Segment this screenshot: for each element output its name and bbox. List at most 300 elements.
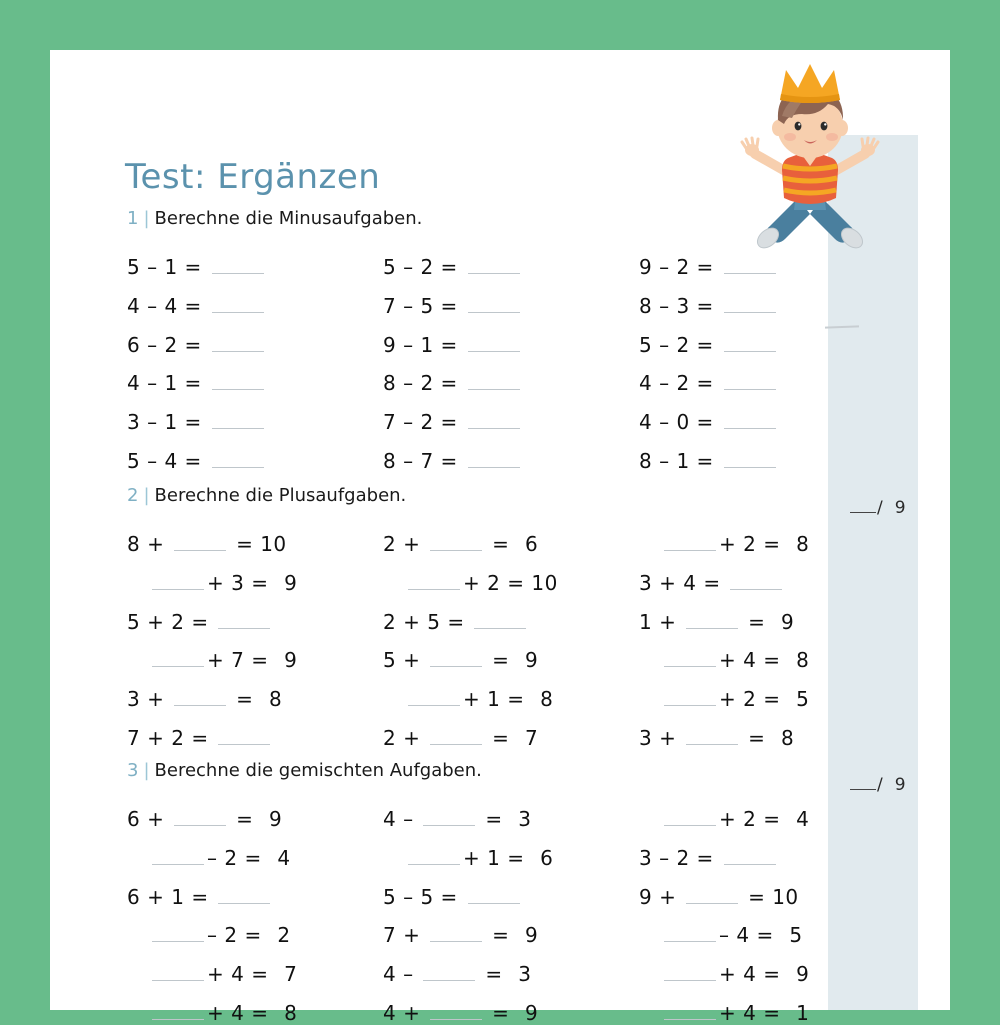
equation-row[interactable] <box>149 846 291 870</box>
operator: – <box>147 332 158 357</box>
answer-blank[interactable] <box>212 450 264 468</box>
task-number: 2 <box>127 485 139 506</box>
operand-a: 4 <box>639 371 653 396</box>
operand-a: 4 <box>383 962 397 987</box>
equation-row[interactable] <box>639 410 779 434</box>
equation-row[interactable] <box>383 532 538 556</box>
operator: – <box>147 410 158 435</box>
equals: = <box>763 1001 781 1025</box>
answer-blank[interactable] <box>724 256 776 274</box>
answer-blank[interactable] <box>664 963 716 981</box>
result-value: 8 <box>780 726 795 750</box>
equals: = <box>440 410 458 435</box>
equation-row[interactable] <box>639 846 779 870</box>
equation-row[interactable] <box>405 571 558 595</box>
equals: = <box>184 255 202 279</box>
answer-blank[interactable] <box>686 727 738 745</box>
operand-b: 2 <box>171 726 185 750</box>
operand-a: 5 <box>127 609 141 634</box>
equation-row[interactable] <box>661 923 803 947</box>
operand-b: 4 <box>743 1001 757 1025</box>
equation-row[interactable] <box>639 255 779 279</box>
answer-blank[interactable] <box>152 649 204 667</box>
equals: = <box>244 923 262 948</box>
operator: – <box>659 449 670 473</box>
equation-row[interactable] <box>383 333 523 357</box>
operand-a: 3 <box>639 845 653 870</box>
operator: – <box>403 962 414 987</box>
score-slash: / <box>877 498 883 518</box>
operator: – <box>403 449 414 473</box>
answer-blank[interactable] <box>430 1002 482 1020</box>
operator: + <box>659 884 677 909</box>
operator: + <box>147 609 165 634</box>
operand-a: 5 <box>639 332 653 357</box>
score-box[interactable] <box>850 498 906 518</box>
answer-blank[interactable] <box>152 572 204 590</box>
equals: = <box>236 532 254 556</box>
equation-row[interactable] <box>149 923 291 947</box>
page-title: Test: Ergänzen <box>125 157 381 197</box>
answer-blank[interactable] <box>468 295 520 313</box>
operand-a: 3 <box>127 410 141 435</box>
equation-row[interactable] <box>383 885 523 909</box>
operand-b: 1 <box>171 884 185 909</box>
equation-row[interactable] <box>127 885 273 909</box>
operator: + <box>403 1001 421 1025</box>
answer-blank[interactable] <box>212 334 264 352</box>
operator: – <box>403 410 414 435</box>
equals: = <box>184 449 202 473</box>
equals: = <box>184 410 202 435</box>
operand-a: 7 <box>383 410 397 435</box>
operand-b: 5 <box>420 293 434 318</box>
answer-blank[interactable] <box>468 334 520 352</box>
equals: = <box>251 962 269 987</box>
operand-a: 4 <box>639 410 653 435</box>
operand-a: 1 <box>639 609 653 634</box>
equals: = <box>191 726 209 750</box>
operand-b: 7 <box>420 449 434 473</box>
operand-b: 4 <box>164 293 178 318</box>
operand-b: 7 <box>231 648 245 673</box>
operand-a: 2 <box>383 609 397 634</box>
operand-b: 4 <box>736 923 750 948</box>
score-blank[interactable] <box>850 775 876 790</box>
result-value: 9 <box>524 923 539 948</box>
operand-a: 5 <box>383 648 397 673</box>
task-number: 1 <box>127 208 139 229</box>
equation-row[interactable] <box>127 371 267 395</box>
operand-b: 2 <box>676 845 690 870</box>
answer-blank[interactable] <box>152 847 204 865</box>
equation-row[interactable] <box>127 726 273 750</box>
operand-a: 2 <box>383 726 397 750</box>
equation-row[interactable] <box>639 885 799 909</box>
operand-b: 4 <box>683 570 697 595</box>
equation-row[interactable] <box>383 807 531 831</box>
task-number: 3 <box>127 760 139 781</box>
equation-row[interactable] <box>383 255 523 279</box>
equation-row[interactable] <box>383 726 538 750</box>
result-value: 9 <box>524 1001 539 1025</box>
operand-b: 5 <box>420 884 434 909</box>
equation-row[interactable] <box>149 962 297 986</box>
result-value: 2 <box>277 923 291 948</box>
operand-b: 2 <box>224 923 238 948</box>
equals: = <box>696 255 714 279</box>
equation-row[interactable] <box>127 410 267 434</box>
result-value: 6 <box>540 845 554 870</box>
operand-a: 4 <box>127 371 141 396</box>
answer-blank[interactable] <box>724 411 776 429</box>
equals: = <box>485 807 503 831</box>
operand-a: 4 <box>127 293 141 318</box>
operator: – <box>147 255 158 279</box>
operator: – <box>403 884 414 909</box>
crown-shape <box>780 64 840 103</box>
equals: = <box>492 648 510 673</box>
operator: – <box>207 923 218 948</box>
answer-blank[interactable] <box>408 847 460 865</box>
operator: – <box>403 293 414 318</box>
operand-b: 2 <box>676 371 690 396</box>
operand-a: 9 <box>639 884 653 909</box>
score-blank[interactable] <box>850 498 876 513</box>
result-value: 8 <box>284 1001 298 1025</box>
operand-b: 2 <box>420 255 434 279</box>
operand-b: 2 <box>420 410 434 435</box>
operator: + <box>719 962 737 987</box>
equals: = <box>440 255 458 279</box>
equation-row[interactable] <box>639 333 779 357</box>
operand-b: 2 <box>487 570 501 595</box>
equals: = <box>251 648 269 673</box>
operand-b: 4 <box>231 1001 245 1025</box>
task-instruction: Berechne die Minusaufgaben. <box>154 208 423 229</box>
equation-row[interactable] <box>383 294 523 318</box>
answer-blank[interactable] <box>664 649 716 667</box>
answer-blank[interactable] <box>724 334 776 352</box>
operand-b: 1 <box>487 845 501 870</box>
equals: = <box>507 687 525 712</box>
result-value: 1 <box>796 1001 810 1025</box>
equals: = <box>507 570 525 595</box>
operand-b: 4 <box>743 962 757 987</box>
worksheet-page <box>50 50 950 1025</box>
operator: + <box>463 845 481 870</box>
answer-blank[interactable] <box>724 372 776 390</box>
operand-a: 5 <box>383 255 397 279</box>
answer-blank[interactable] <box>686 886 738 904</box>
operand-a: 4 <box>383 807 397 831</box>
answer-blank[interactable] <box>730 572 782 590</box>
equation-row[interactable] <box>383 610 529 634</box>
answer-blank[interactable] <box>468 450 520 468</box>
operator: + <box>207 962 225 987</box>
equals: = <box>492 923 510 948</box>
equation-row[interactable] <box>383 923 538 947</box>
answer-blank[interactable] <box>408 688 460 706</box>
operator: + <box>147 726 165 750</box>
answer-blank[interactable] <box>724 847 776 865</box>
answer-blank[interactable] <box>664 924 716 942</box>
operator: – <box>403 255 414 279</box>
equals: = <box>485 962 503 987</box>
answer-blank[interactable] <box>152 963 204 981</box>
answer-blank[interactable] <box>724 295 776 313</box>
equals: = <box>696 410 714 435</box>
operator: + <box>207 570 225 595</box>
operand-b: 4 <box>231 962 245 987</box>
operand-b: 2 <box>676 255 690 279</box>
striped-shirt-shape <box>782 150 838 204</box>
task-heading <box>127 760 482 781</box>
operand-a: 5 <box>127 449 141 473</box>
operator: + <box>147 687 165 712</box>
operand-a: 9 <box>639 255 653 279</box>
answer-blank[interactable] <box>430 649 482 667</box>
equation-row[interactable] <box>639 726 794 750</box>
answer-blank[interactable] <box>430 727 482 745</box>
equation-row[interactable] <box>127 294 267 318</box>
task-instruction: Berechne die gemischten Aufgaben. <box>154 760 482 781</box>
equals: = <box>748 884 766 909</box>
operator: + <box>147 884 165 909</box>
equals: = <box>492 532 510 556</box>
answer-blank[interactable] <box>468 411 520 429</box>
operator: + <box>659 570 677 595</box>
operand-b: 2 <box>743 687 757 712</box>
operand-b: 1 <box>164 255 178 279</box>
equation-row[interactable] <box>661 532 809 556</box>
operator: + <box>403 648 421 673</box>
operator: + <box>463 570 481 595</box>
equation-row[interactable] <box>383 648 538 672</box>
equation-row[interactable] <box>149 571 297 595</box>
equals: = <box>507 845 525 870</box>
equation-row[interactable] <box>127 449 267 473</box>
score-total: 9 <box>894 775 906 795</box>
equation-row[interactable] <box>383 410 523 434</box>
operator: + <box>207 1001 225 1025</box>
task-instruction: Berechne die Plusaufgaben. <box>154 485 407 506</box>
task-separator: | <box>143 760 150 781</box>
operator: – <box>659 371 670 396</box>
answer-blank[interactable] <box>152 924 204 942</box>
answer-blank[interactable] <box>474 611 526 629</box>
answer-blank[interactable] <box>423 963 475 981</box>
equals: = <box>696 845 714 870</box>
result-value: 9 <box>284 570 298 595</box>
answer-blank[interactable] <box>218 727 270 745</box>
task-separator: | <box>143 208 150 229</box>
result-value: 7 <box>524 726 539 750</box>
operand-a: 6 <box>127 332 141 357</box>
operand-b: 5 <box>427 609 441 634</box>
operator: + <box>403 923 421 948</box>
answer-blank[interactable] <box>212 295 264 313</box>
equation-row[interactable] <box>661 687 809 711</box>
operator: – <box>147 449 158 473</box>
equals: = <box>251 1001 269 1025</box>
equals: = <box>492 1001 510 1025</box>
operand-b: 2 <box>743 807 757 831</box>
equals: = <box>748 609 766 634</box>
operator: + <box>659 726 677 750</box>
operator: + <box>147 532 165 556</box>
answer-blank[interactable] <box>686 611 738 629</box>
equals: = <box>696 332 714 357</box>
operand-b: 0 <box>676 410 690 435</box>
result-value: 8 <box>540 687 554 712</box>
equation-row[interactable] <box>127 610 273 634</box>
equals: = <box>184 332 202 357</box>
operator: – <box>719 923 730 948</box>
answer-blank[interactable] <box>408 572 460 590</box>
answer-blank[interactable] <box>724 450 776 468</box>
operand-b: 4 <box>164 449 178 473</box>
operand-b: 4 <box>743 648 757 673</box>
task-heading <box>127 485 406 506</box>
answer-blank[interactable] <box>664 808 716 826</box>
answer-blank[interactable] <box>174 533 226 551</box>
operand-b: 1 <box>487 687 501 712</box>
equation-row[interactable] <box>383 371 523 395</box>
equals: = <box>440 293 458 318</box>
equation-row[interactable] <box>661 962 809 986</box>
answer-blank[interactable] <box>664 688 716 706</box>
operator: + <box>719 807 737 831</box>
equation-row[interactable] <box>661 648 809 672</box>
result-value: 4 <box>796 807 810 831</box>
operand-a: 7 <box>127 726 141 750</box>
result-value: 10 <box>772 884 799 909</box>
result-value: 10 <box>260 532 287 556</box>
equation-row[interactable] <box>639 294 779 318</box>
equation-row[interactable] <box>661 807 809 831</box>
operator: – <box>403 371 414 396</box>
equals: = <box>763 687 781 712</box>
operand-b: 3 <box>231 570 245 595</box>
equation-row[interactable] <box>639 371 779 395</box>
operand-a: 8 <box>639 449 653 473</box>
score-total: 9 <box>894 498 906 518</box>
answer-blank[interactable] <box>468 256 520 274</box>
operator: + <box>403 726 421 750</box>
answer-blank[interactable] <box>218 611 270 629</box>
answer-blank[interactable] <box>468 372 520 390</box>
equation-row[interactable] <box>639 449 779 473</box>
operand-a: 8 <box>127 532 141 556</box>
operator: – <box>147 293 158 318</box>
operand-b: 2 <box>420 371 434 396</box>
equals: = <box>244 845 262 870</box>
operand-a: 7 <box>383 293 397 318</box>
operand-b: 2 <box>224 845 238 870</box>
equation-row[interactable] <box>405 846 553 870</box>
result-value: 9 <box>780 609 795 634</box>
equation-row[interactable] <box>127 532 287 556</box>
equation-row[interactable] <box>383 962 531 986</box>
equals: = <box>440 371 458 396</box>
equation-row[interactable] <box>383 449 523 473</box>
answer-blank[interactable] <box>468 886 520 904</box>
operand-b: 2 <box>171 609 185 634</box>
equation-row[interactable] <box>149 648 297 672</box>
shoes-shape <box>754 224 867 252</box>
operand-b: 2 <box>164 332 178 357</box>
equals: = <box>440 884 458 909</box>
answer-blank[interactable] <box>212 372 264 390</box>
operand-b: 1 <box>164 410 178 435</box>
answer-blank[interactable] <box>218 886 270 904</box>
answer-blank[interactable] <box>664 533 716 551</box>
operand-a: 6 <box>127 884 141 909</box>
boy-with-crown-illustration <box>740 58 880 258</box>
answer-blank[interactable] <box>664 1002 716 1020</box>
operand-a: 2 <box>383 532 397 556</box>
answer-blank[interactable] <box>430 533 482 551</box>
operator: + <box>719 1001 737 1025</box>
result-value: 8 <box>796 532 810 556</box>
answer-blank[interactable] <box>174 808 226 826</box>
answer-blank[interactable] <box>212 411 264 429</box>
operand-a: 5 <box>127 255 141 279</box>
equals: = <box>492 726 510 750</box>
equation-row[interactable] <box>127 687 282 711</box>
operator: + <box>463 687 481 712</box>
operator: + <box>659 609 677 634</box>
equals: = <box>191 884 209 909</box>
operand-a: 4 <box>383 1001 397 1025</box>
answer-blank[interactable] <box>212 256 264 274</box>
operand-b: 1 <box>420 332 434 357</box>
equals: = <box>184 371 202 396</box>
equation-row[interactable] <box>127 255 267 279</box>
equation-row[interactable] <box>661 1001 809 1025</box>
equation-row[interactable] <box>127 807 282 831</box>
operator: – <box>659 255 670 279</box>
score-box[interactable] <box>850 775 906 795</box>
operator: – <box>403 807 414 831</box>
answer-blank[interactable] <box>174 688 226 706</box>
equals: = <box>236 807 254 831</box>
equation-row[interactable] <box>149 1001 297 1025</box>
equals: = <box>748 726 766 750</box>
equation-row[interactable] <box>383 1001 538 1025</box>
equals: = <box>763 807 781 831</box>
equation-row[interactable] <box>127 333 267 357</box>
result-value: 5 <box>789 923 803 948</box>
equals: = <box>763 648 781 673</box>
operand-b: 2 <box>676 332 690 357</box>
operand-a: 8 <box>383 371 397 396</box>
operand-b: 1 <box>676 449 690 473</box>
answer-blank[interactable] <box>423 808 475 826</box>
answer-blank[interactable] <box>152 1002 204 1020</box>
operand-b: 1 <box>164 371 178 396</box>
equation-row[interactable] <box>405 687 553 711</box>
equals: = <box>763 532 781 556</box>
operator: + <box>719 687 737 712</box>
result-value: 8 <box>268 687 283 712</box>
result-value: 3 <box>518 962 532 987</box>
answer-blank[interactable] <box>430 924 482 942</box>
operator: – <box>207 845 218 870</box>
equation-row[interactable] <box>639 610 794 634</box>
equation-row[interactable] <box>639 571 785 595</box>
